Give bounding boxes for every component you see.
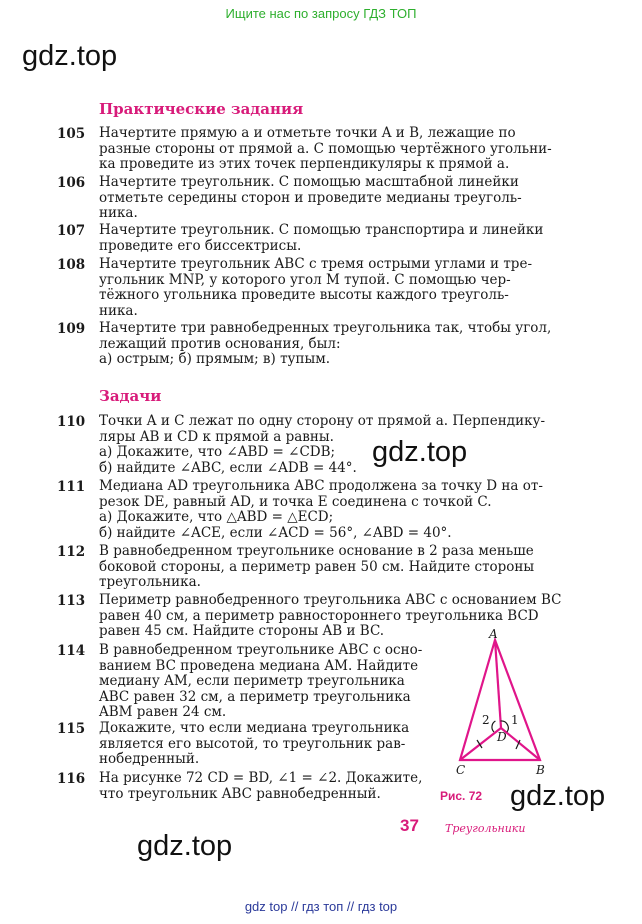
label-a: A <box>489 628 498 641</box>
task-text <box>99 257 532 319</box>
task-text-line: Медиана AD треугольника ABC продолжена за точку D на от- <box>99 478 543 494</box>
task-text-line: Начертите три равнобедренных треугольника так, чтобы угол, <box>99 320 552 336</box>
task-text-line: боковой стороны, а периметр равен 50 см. Найдите стороны <box>99 558 535 575</box>
task-text-line: ника. <box>99 302 138 319</box>
watermark: gdz.top <box>22 40 118 72</box>
task-text <box>99 771 422 802</box>
angle-2-arc <box>492 721 495 732</box>
task-number: 108 <box>57 257 86 273</box>
task-number: 115 <box>57 721 86 737</box>
task-text-line: проведите его биссектрисы. <box>99 237 302 254</box>
watermark: gdz.top <box>372 436 468 468</box>
label-d: D <box>497 730 507 744</box>
task-text-line: б) найдите ∠ACE, если ∠ACD = 56°, ∠ABD = 40°. <box>99 524 452 541</box>
task-text-line: ляры AB и CD к прямой a равны. <box>99 428 334 445</box>
task-text <box>99 175 522 222</box>
task-text-line: лежащий против основания, был: <box>99 335 341 352</box>
task-text <box>99 643 422 721</box>
task-text-line: нобедренный. <box>99 751 200 768</box>
task-text-line: треугольника. <box>99 574 201 591</box>
watermark: gdz.top <box>510 780 606 812</box>
task-number: 106 <box>57 175 86 191</box>
segment-cd <box>460 728 501 760</box>
task-text-line: Точки A и C лежат по одну сторону от прямой a. Перпендику- <box>99 413 546 429</box>
task-text-line: угольник MNP, у которого угол M тупой. С помощью чер- <box>99 271 511 288</box>
task-number: 113 <box>57 593 86 609</box>
task-text <box>99 126 552 173</box>
figure-caption: Рис. 72 <box>440 789 483 803</box>
task-text-line: тёжного угольника проведите высоты каждого треуголь- <box>99 287 509 304</box>
task-text-line: разные стороны от прямой a. С помощью чертёжного угольни- <box>99 140 552 157</box>
task-text-line: что треугольник ABC равнобедренный. <box>99 785 381 802</box>
task-number: 105 <box>57 126 86 142</box>
task-text <box>99 721 409 768</box>
task-text-line: В равнобедренном треугольнике ABC с осно- <box>99 642 423 658</box>
task-text-line: На рисунке 72 CD = BD, ∠1 = ∠2. Докажите, <box>99 770 423 786</box>
task-text-line: Начертите треугольник ABC с тремя острыми углами и тре- <box>99 256 533 272</box>
task-number: 112 <box>57 544 86 560</box>
task-text-line: Начертите треугольник. С помощью транспортира и линейки <box>99 222 544 238</box>
label-angle-2: 2 <box>482 713 490 727</box>
task-text-line: а) Докажите, что ∠ABD = ∠CDB; <box>99 444 336 461</box>
task-text <box>99 544 534 591</box>
task-text-line: а) Докажите, что △ABD = △ECD; <box>99 509 334 526</box>
task-number: 107 <box>57 223 86 239</box>
task-text-line: Начертите треугольник. С помощью масштабной линейки <box>99 174 519 190</box>
task-number: 111 <box>57 479 86 495</box>
task-text <box>99 321 551 368</box>
figure-72 <box>440 628 560 788</box>
task-text-line: медиану AM, если периметр треугольника <box>99 673 405 690</box>
task-text-line: ванием BC проведена медиана AM. Найдите <box>99 657 419 674</box>
section-title-practical: Практические задания <box>99 100 304 118</box>
task-text-line: Периметр равнобедренного треугольника ABC с основанием BC <box>99 592 562 608</box>
page-number: 37 <box>400 816 419 835</box>
footer-links[interactable]: gdz top // гдз топ // гдз top <box>244 899 398 914</box>
task-text-line: б) найдите ∠ABC, если ∠ADB = 44°. <box>99 459 357 476</box>
task-text-line: резок DE, равный AD, и точка E соединена с точкой C. <box>99 493 492 510</box>
task-number: 109 <box>57 321 86 337</box>
task-text <box>99 414 545 476</box>
task-text-line: ABC равен 32 см, а периметр треугольника <box>99 688 411 705</box>
task-text-line: ка проведите из этих точек перпендикуляры к прямой a. <box>99 156 510 173</box>
task-text-line: равен 40 см, а периметр равностороннего треугольника BCD <box>99 607 539 624</box>
task-text-line: Начертите прямую a и отметьте точки A и B, лежащие по <box>99 125 516 141</box>
label-b: B <box>536 763 545 777</box>
task-text-line: отметьте середины сторон и проведите медианы треуголь- <box>99 189 522 206</box>
task-text-line: является его высотой, то треугольник рав- <box>99 735 406 752</box>
task-number: 114 <box>57 643 86 659</box>
page-section-title: Треугольники <box>445 822 526 835</box>
task-text-line: ABM равен 24 см. <box>99 704 227 721</box>
task-number: 110 <box>57 414 86 430</box>
task-text <box>99 479 543 541</box>
task-text-line: В равнобедренном треугольнике основание в 2 раза меньше <box>99 543 534 559</box>
top-banner[interactable]: Ищите нас по запросу ГДЗ ТОП <box>225 6 417 21</box>
label-angle-1: 1 <box>511 713 519 727</box>
section-title-problems: Задачи <box>99 387 162 405</box>
task-text-line: Докажите, что если медиана треугольника <box>99 720 410 736</box>
watermark: gdz.top <box>137 830 233 862</box>
label-c: C <box>456 763 466 777</box>
task-text-line: а) острым; б) прямым; в) тупым. <box>99 351 331 368</box>
task-number: 116 <box>57 771 86 787</box>
task-text-line: ника. <box>99 205 138 222</box>
task-text-line: равен 45 см. Найдите стороны AB и BC. <box>99 623 385 640</box>
task-text <box>99 223 543 254</box>
